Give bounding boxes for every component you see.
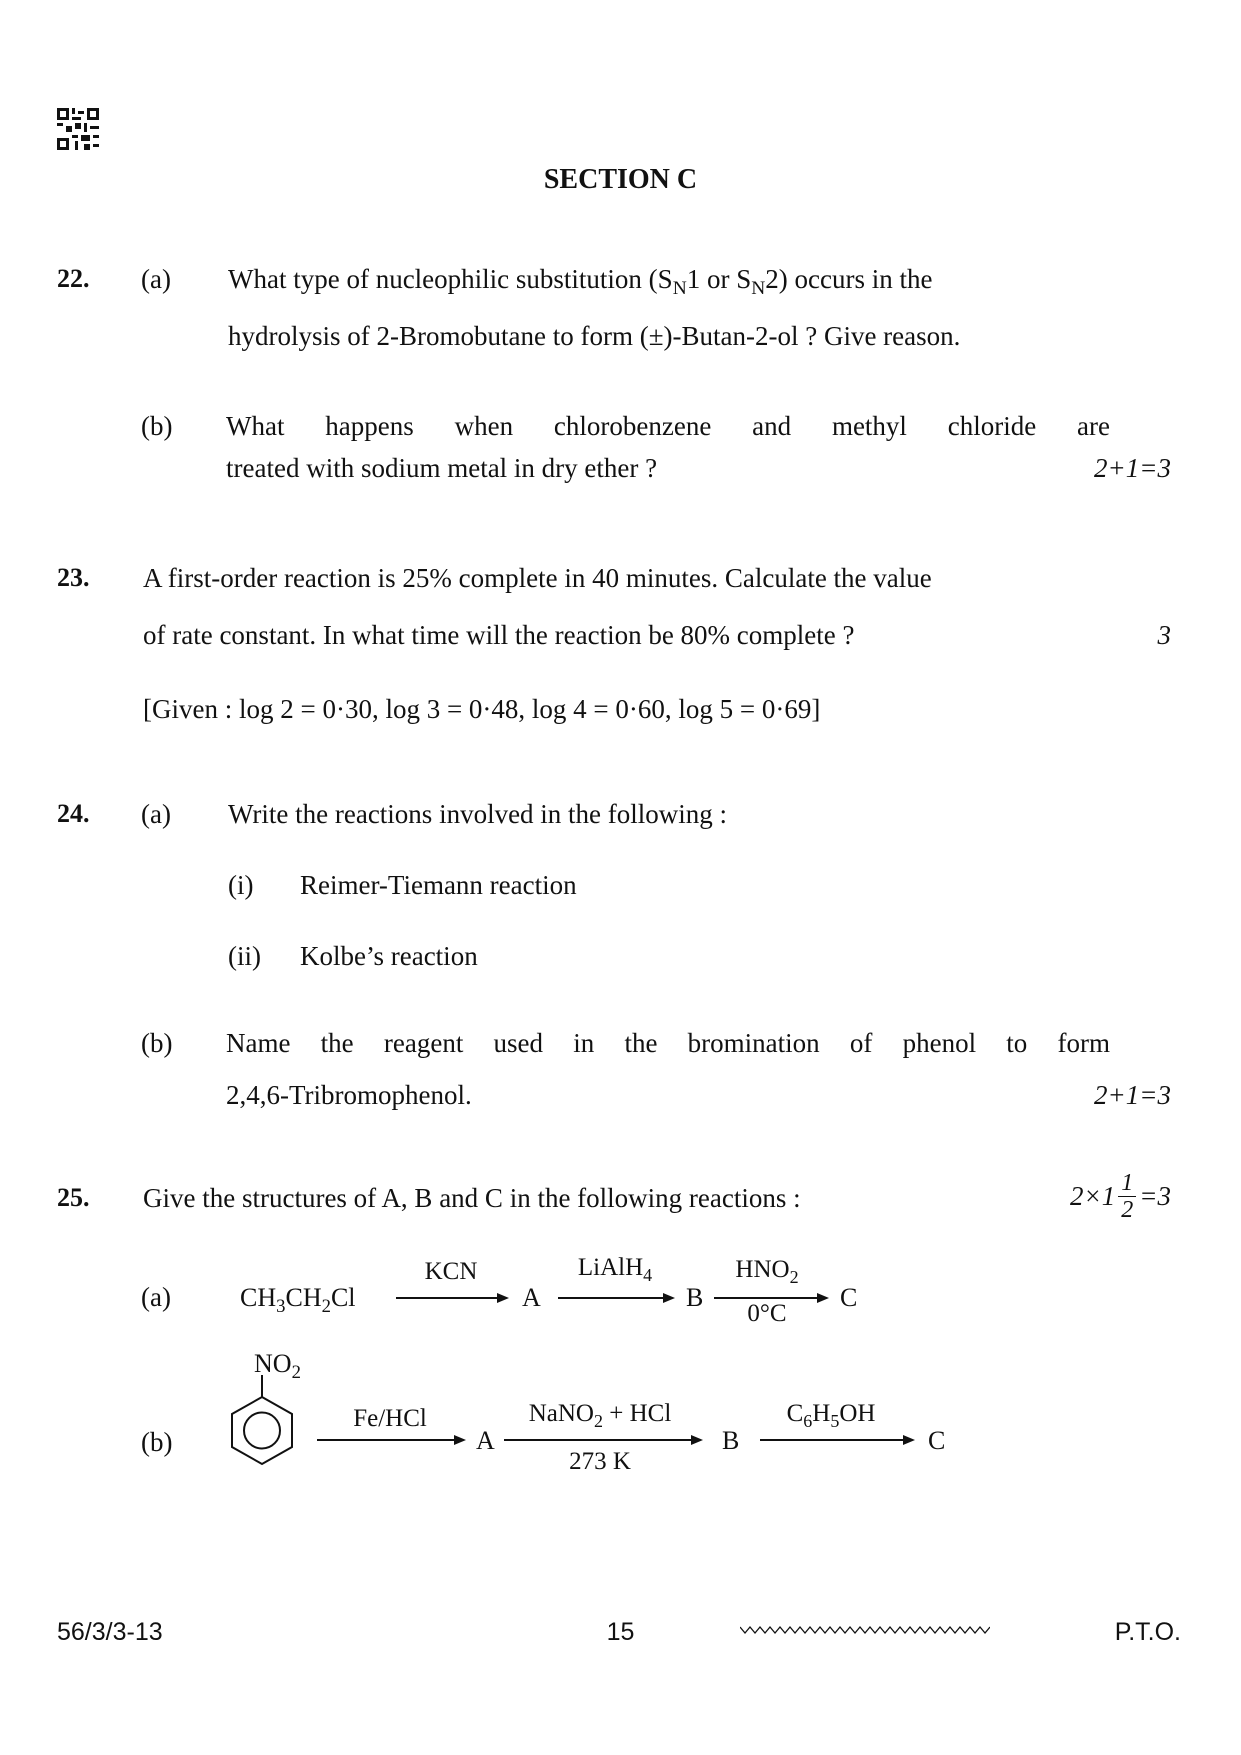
- question-number-25: 25.: [57, 1183, 90, 1212]
- q24-part-a-label: (a): [141, 799, 171, 829]
- q25a-arrow1-reagent: KCN: [424, 1258, 478, 1285]
- q24-part-b-line2: 2,4,6-Tribromophenol.: [226, 1080, 472, 1110]
- footer-pto: P.T.O.: [1114, 1618, 1181, 1646]
- q23-given: [Given : log 2 = 0·30, log 3 = 0·48, log 4 = 0·60, log 5 = 0·69]: [143, 694, 821, 724]
- q25b-product-a: A: [476, 1426, 495, 1455]
- question-number-22: 22.: [57, 264, 90, 293]
- q25a-product-a: A: [522, 1283, 541, 1312]
- q23-marks: 3: [1157, 620, 1171, 650]
- q25b-arrow1: [317, 1433, 467, 1447]
- q25-part-b-label: (b): [141, 1427, 173, 1457]
- q22-part-a-label: (a): [141, 264, 171, 294]
- q25b-arrow3: [760, 1433, 916, 1447]
- q25b-arrow2-condition: 273 K: [569, 1448, 631, 1475]
- q22-part-b-line2: treated with sodium metal in dry ether ?: [226, 453, 658, 483]
- q25a-arrow3-condition: 0°C: [747, 1300, 787, 1327]
- q25a-arrow3-reagent: $HNO_2$: [735, 1256, 799, 1287]
- q25a-product-b: B: [686, 1283, 704, 1312]
- q22-part-a-line1: What type of nucleophilic substitution ($S_N1$ or $S_N2$) occurs in the: [228, 264, 933, 300]
- q25a-arrow1: [396, 1291, 510, 1305]
- q24-item-i-label: (i): [228, 870, 254, 900]
- q25b-arrow1-reagent: Fe/HCl: [353, 1405, 427, 1432]
- q24-marks: 2+1=3: [1094, 1080, 1171, 1110]
- q24-part-b-label: (b): [141, 1028, 173, 1058]
- q24-item-ii-label: (ii): [228, 941, 261, 971]
- q25a-arrow2-reagent: LiAlH$_4$: [577, 1254, 653, 1285]
- q22-marks: 2+1=3: [1094, 453, 1171, 483]
- q25a-reactant: $CH_3CH_2Cl$: [240, 1283, 356, 1317]
- q25a-arrow2: [558, 1291, 676, 1305]
- section-title: SECTION C: [543, 164, 698, 195]
- q25-part-a-label: (a): [141, 1282, 171, 1312]
- q25b-product-b: B: [722, 1426, 740, 1455]
- q25a-product-c: C: [840, 1283, 858, 1312]
- q23-line2: of rate constant. In what time will the reaction be 80% complete ?: [143, 620, 855, 650]
- q22-part-a-line2: hydrolysis of 2-Bromobutane to form (±)-Butan-2-ol ? Give reason.: [228, 321, 961, 351]
- footer-page-number: 15: [606, 1618, 635, 1646]
- question-number-23: 23.: [57, 563, 90, 592]
- q22-part-b-label: (b): [141, 411, 173, 441]
- footer-paper-code: 56/3/3-13: [57, 1618, 163, 1646]
- q23-line1: A first-order reaction is 25% complete in 40 minutes. Calculate the value: [143, 563, 932, 593]
- q25b-arrow2-reagent: NaNO$_2$ + HCl: [528, 1400, 672, 1431]
- footer-wavy-line: [740, 1623, 990, 1637]
- q25b-arrow2: [504, 1433, 704, 1447]
- q24-part-a-text: Write the reactions involved in the following :: [228, 799, 728, 829]
- q22-part-b-line1: What happens when chlorobenzene and methyl chloride are: [226, 411, 1110, 441]
- q25-marks: 2×1 $\frac{1}{2}$ =3: [1070, 1169, 1171, 1223]
- q24-item-i-text: Reimer-Tiemann reaction: [300, 870, 577, 900]
- q25b-substituent: $NO_2$: [254, 1349, 301, 1383]
- qr-code-icon: [57, 108, 99, 150]
- benzene-ring-icon: [226, 1375, 306, 1471]
- question-number-24: 24.: [57, 799, 90, 828]
- q25b-product-c: C: [928, 1426, 946, 1455]
- q25-text: Give the structures of A, B and C in the following reactions :: [143, 1183, 801, 1213]
- q25b-arrow3-reagent: $C_6H_5OH$: [786, 1400, 876, 1431]
- q24-part-b-line1: Name the reagent used in the bromination of phenol to form: [226, 1028, 1110, 1058]
- q24-item-ii-text: Kolbe’s reaction: [300, 941, 478, 971]
